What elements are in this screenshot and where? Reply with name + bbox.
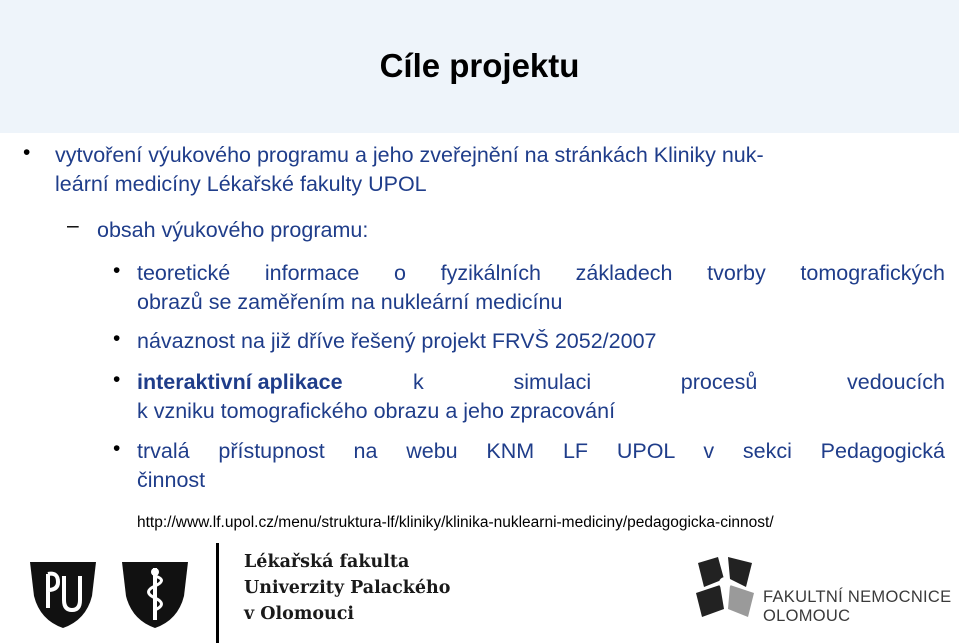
- item-1-line-2: obrazů se zaměřením na nukleární medicínu: [137, 290, 563, 314]
- list-item: [137, 259, 945, 317]
- footer-divider: [216, 543, 219, 643]
- faculty-line-3: v Olomouci: [244, 604, 355, 624]
- item-1-line-1: teoretické informace o fyzikálních základech tvorby tomografických: [137, 261, 945, 285]
- university-logo-icon: [28, 558, 98, 630]
- main-bullet: [55, 141, 925, 199]
- list-item: návaznost na již dříve řešený projekt FRVŠ 2052/2007: [137, 329, 657, 353]
- item-4-line-2: činnost: [137, 468, 206, 492]
- faculty-name: [244, 549, 450, 627]
- faculty-of-medicine-logo-icon: [120, 558, 190, 630]
- item-3-line-1: [137, 368, 945, 397]
- hospital-name: [763, 588, 951, 626]
- slide-title: Cíle projektu: [379, 47, 580, 84]
- bullet-dot: •: [113, 259, 121, 282]
- hospital-line-2: OLOMOUC: [763, 607, 851, 625]
- faculty-line-2: Univerzity Palackého: [244, 578, 451, 598]
- bullet-dot: •: [113, 368, 121, 391]
- hospital-logo-icon: [690, 553, 762, 629]
- hospital-line-1: FAKULTNÍ NEMOCNICE: [763, 588, 952, 606]
- item-3-line-2: k vzniku tomografického obrazu a jeho zpracování: [137, 399, 616, 423]
- bullet-dot: •: [113, 437, 121, 460]
- list-item: [137, 437, 945, 495]
- dash-marker: –: [67, 214, 79, 237]
- main-bullet-line-2: leární medicíny Lékařské fakulty UPOL: [55, 172, 427, 196]
- item-4-line-1: trvalá přístupnost na webu KNM LF UPOL v sekci Pedagogická: [137, 439, 945, 463]
- item-3-rest-wrap: [413, 368, 945, 397]
- main-bullet-line-1: vytvoření výukového programu a jeho zveřejnění na stránkách Kliniky nuk-: [55, 143, 764, 167]
- faculty-line-1: Lékařská fakulta: [244, 552, 410, 572]
- sub-heading: obsah výukového programu:: [97, 218, 369, 242]
- bullet-dot: •: [23, 141, 31, 164]
- list-item: [137, 368, 945, 426]
- item-3-bold: interaktivní aplikace: [137, 370, 343, 394]
- item-3-rest: k simulaci procesů vedoucích: [413, 370, 945, 394]
- bullet-dot: •: [113, 327, 121, 350]
- project-link[interactable]: http://www.lf.upol.cz/menu/struktura-lf/kliniky/klinika-nuklearni-mediciny/pedagogicka-cinnost/: [137, 514, 774, 531]
